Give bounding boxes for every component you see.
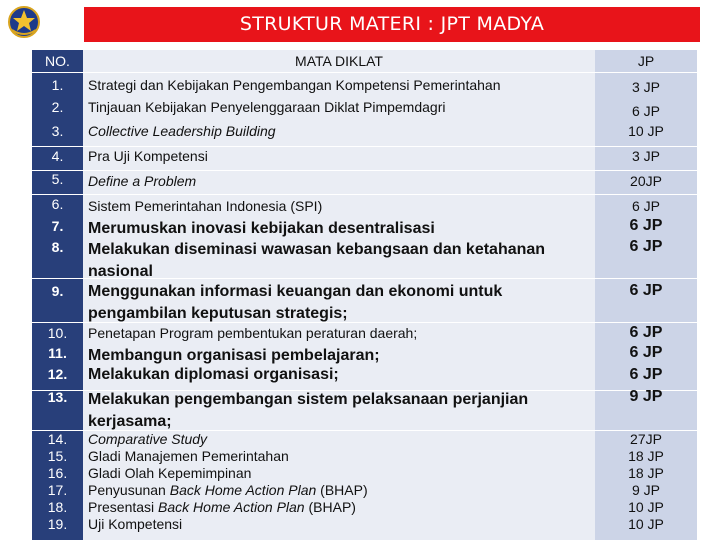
- row-number: 12.: [47, 366, 68, 382]
- row-mata-suffix: (BHAP): [304, 499, 356, 515]
- row-jp: 10 JP: [628, 516, 664, 532]
- header-mata-diklat: MATA DIKLAT: [83, 50, 595, 72]
- row-jp: 18 JP: [628, 448, 664, 464]
- ministry-logo: [4, 2, 64, 42]
- row-mata-diklat: Merumuskan inovasi kebijakan desentralisasi: [88, 220, 435, 237]
- row-mata-suffix: (BHAP): [316, 482, 368, 498]
- row-mata-italic: Back Home Action Plan: [158, 499, 305, 515]
- table-row: [32, 363, 697, 385]
- row-mata-diklat: Gladi Olah Kepemimpinan: [88, 465, 252, 481]
- table-row: [32, 280, 697, 324]
- row-mata-diklat: Membangun organisasi pembelajaran;: [88, 347, 380, 364]
- row-number: 14.: [47, 431, 68, 447]
- row-number: 13.: [47, 389, 68, 405]
- row-jp: 27JP: [630, 431, 662, 447]
- table-row: [32, 96, 697, 118]
- row-jp: 3 JP: [631, 148, 660, 164]
- row-mata-prefix: Presentasi: [88, 499, 159, 515]
- row-mata-italic: Back Home Action Plan: [169, 482, 317, 498]
- row-number: 18.: [47, 499, 68, 515]
- row-number: 3.: [51, 123, 64, 139]
- row-number: 10.: [47, 325, 68, 341]
- row-jp: 10 JP: [628, 123, 664, 139]
- row-mata-diklat: Collective Leadership Building: [88, 123, 276, 139]
- table-row: [32, 322, 697, 344]
- row-mata-diklat: Melakukan diplomasi organisasi;: [88, 366, 339, 383]
- row-jp: 6 JP: [629, 217, 663, 234]
- row-mata-line2: nasional: [88, 263, 153, 280]
- row-mata-line2: pengambilan keputusan strategis;: [88, 305, 348, 322]
- row-jp: 6 JP: [629, 324, 663, 341]
- row-number: 1.: [51, 77, 64, 93]
- row-mata-diklat: Strategi dan Kebijakan Pengembangan Kompetensi Pemerintahan: [88, 77, 501, 93]
- row-jp: 20JP: [630, 173, 662, 189]
- row-jp: 6 JP: [629, 344, 663, 361]
- row-jp: 6 JP: [629, 282, 663, 299]
- row-jp: 9 JP: [629, 388, 663, 405]
- row-jp: 6 JP: [629, 238, 663, 255]
- row-number: 6.: [51, 196, 64, 212]
- row-number: 15.: [47, 448, 68, 464]
- row-mata-diklat: [88, 389, 588, 433]
- row-number: 5.: [51, 171, 64, 187]
- row-mata-diklat: Pra Uji Kompetensi: [88, 148, 208, 164]
- table-row: [32, 464, 697, 482]
- row-jp: 3 JP: [631, 79, 660, 95]
- table-row: [32, 481, 697, 499]
- row-mata-diklat: Uji Kompetensi: [88, 516, 183, 532]
- header-no: NO.: [32, 50, 83, 72]
- row-jp: 6 JP: [631, 198, 660, 214]
- table-row: [32, 170, 697, 192]
- row-mata-diklat: Sistem Pemerintahan Indonesia (SPI): [88, 198, 323, 214]
- row-mata-diklat: Define a Problem: [88, 173, 197, 189]
- row-mata-diklat: Tinjauan Kebijakan Penyelenggaraan Diklat Pimpemdagri: [88, 99, 446, 115]
- table-row: [32, 193, 697, 215]
- row-mata-line1: Melakukan pengembangan sistem pelaksanaan perjanjian: [88, 391, 529, 408]
- table-row: [32, 342, 697, 364]
- row-number: 8.: [51, 239, 64, 255]
- row-number: 7.: [51, 218, 64, 234]
- table-row: [32, 447, 697, 465]
- slide-title: STRUKTUR MATERI : JPT MADYA: [84, 7, 700, 42]
- table-row: [32, 145, 697, 167]
- row-jp: 9 JP: [631, 482, 660, 498]
- row-number: 16.: [47, 465, 68, 481]
- row-mata-diklat: Comparative Study: [88, 431, 208, 447]
- table-row: [32, 386, 697, 430]
- row-number: 17.: [47, 482, 68, 498]
- row-mata-line1: Menggunakan informasi keuangan dan ekonomi untuk: [88, 283, 503, 300]
- table-row: [32, 74, 697, 96]
- row-jp: 10 JP: [628, 499, 664, 515]
- row-divider: [32, 72, 697, 73]
- row-mata-diklat: [88, 498, 588, 516]
- row-mata-diklat: Penetapan Program pembentukan peraturan daerah;: [88, 325, 418, 341]
- row-mata-diklat: [88, 239, 588, 283]
- table-row: [32, 498, 697, 516]
- row-mata-line2: kerjasama;: [88, 413, 172, 430]
- row-mata-diklat: [88, 281, 588, 325]
- table-row: [32, 515, 697, 533]
- header-jp: JP: [595, 50, 697, 72]
- row-jp: 6 JP: [629, 366, 663, 383]
- row-number: 9.: [51, 283, 64, 299]
- row-mata-line1: Melakukan diseminasi wawasan kebangsaan dan ketahanan: [88, 241, 546, 258]
- row-number: 4.: [51, 148, 64, 164]
- row-jp: 18 JP: [628, 465, 664, 481]
- table-row: [32, 236, 697, 280]
- row-mata-prefix: Penyusunan: [88, 482, 170, 498]
- table-row: [32, 120, 697, 142]
- row-number: 2.: [51, 99, 64, 115]
- table-row: [32, 215, 697, 237]
- row-mata-diklat: Gladi Manajemen Pemerintahan: [88, 448, 289, 464]
- row-jp: 6 JP: [631, 103, 660, 119]
- table-row: [32, 430, 697, 448]
- row-mata-diklat: [88, 481, 588, 499]
- row-number: 11.: [48, 345, 67, 361]
- row-number: 19.: [47, 516, 68, 532]
